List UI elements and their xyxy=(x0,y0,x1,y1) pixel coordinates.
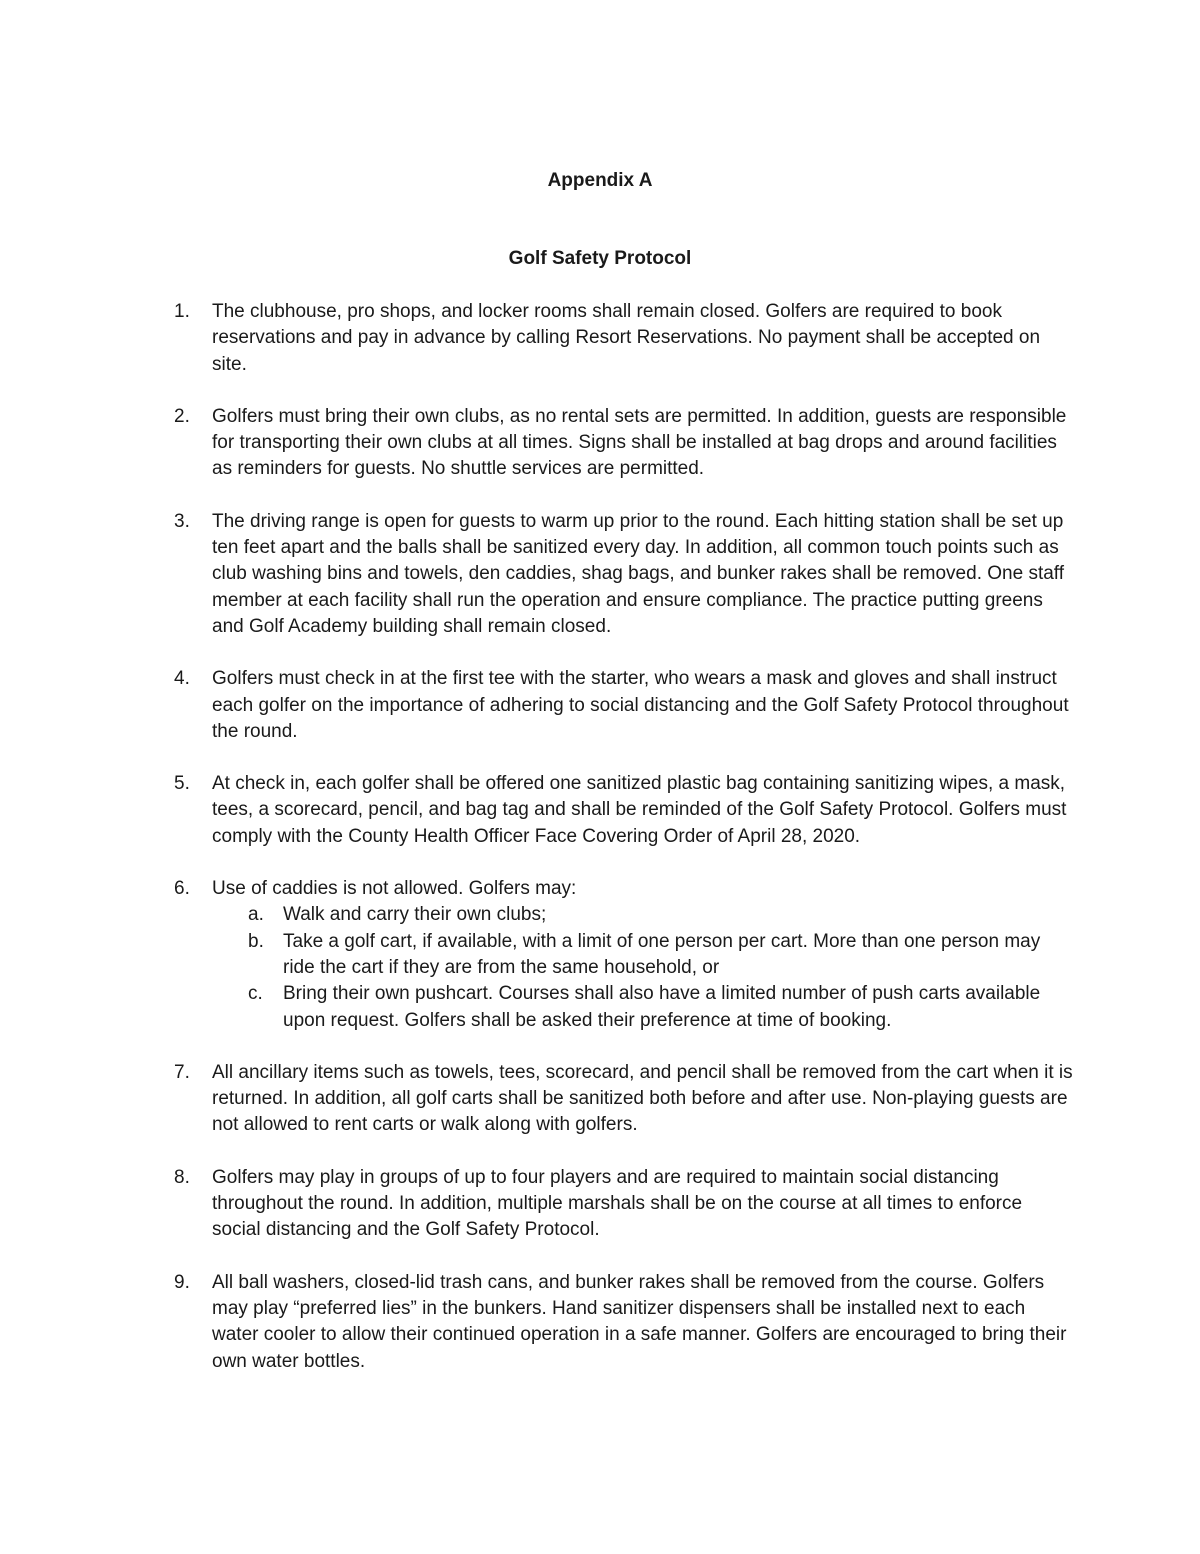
sub-item-a xyxy=(212,902,1074,928)
protocol-list xyxy=(174,299,1074,1401)
item-number: 3. xyxy=(174,510,190,532)
sub-list xyxy=(212,902,1074,1033)
sub-item-b xyxy=(212,929,1074,982)
item-text: Use of caddies is not allowed. Golfers may: xyxy=(212,878,577,900)
protocol-item-3 xyxy=(174,509,1074,640)
protocol-item-5 xyxy=(174,771,1074,850)
item-number: 2. xyxy=(174,405,190,427)
item-number: 8. xyxy=(174,1166,190,1188)
protocol-item-8 xyxy=(174,1165,1074,1244)
protocol-item-6 xyxy=(174,876,1074,1034)
item-text: At check in, each golfer shall be offered one sanitized plastic bag containing sanitizing wipes, a mask, tees, a scorecard, pencil, and bag tag and shall be reminded of the Golf Safety Protocol. Golfers must comply with the County Health Officer Face Covering Order of April 28, 2020. xyxy=(212,773,1067,847)
item-text: The clubhouse, pro shops, and locker rooms shall remain closed. Golfers are required to book reservations and pay in advance by calling Resort Reservations. No payment shall be accepted on site. xyxy=(212,301,1041,375)
protocol-item-7 xyxy=(174,1060,1074,1139)
item-text: Golfers may play in groups of up to four players and are required to maintain social distancing throughout the round. In addition, multiple marshals shall be on the course at all times to enforce social distancing and the Golf Safety Protocol. xyxy=(212,1166,1023,1241)
protocol-item-1 xyxy=(174,299,1074,378)
sub-item-letter: c. xyxy=(248,983,263,1005)
sub-item-text: Walk and carry their own clubs; xyxy=(283,904,547,926)
sub-item-letter: b. xyxy=(248,930,264,952)
item-text: Golfers must bring their own clubs, as no rental sets are permitted. In addition, guests are responsible for transporting their own clubs at all times. Signs shall be installed at bag drops and around facilities as reminders for guests. No shuttle services are permitted. xyxy=(212,405,1067,480)
protocol-item-9 xyxy=(174,1270,1074,1375)
item-number: 9. xyxy=(174,1271,190,1293)
item-text: Golfers must check in at the first tee with the starter, who wears a mask and gloves and shall instruct each golfer on the importance of adhering to social distancing and the Golf Safety Protocol throughout the round. xyxy=(212,668,1069,742)
protocol-title: Golf Safety Protocol xyxy=(508,248,692,269)
item-text: All ball washers, closed-lid trash cans, and bunker rakes shall be removed from the course. Golfers may play “preferred lies” in the bunkers. Hand sanitizer dispensers shall be installed next to each water cooler to allow their continued operation in a safe manner. Golfers are encouraged to bring their own water bottles. xyxy=(212,1271,1067,1372)
protocol-item-4 xyxy=(174,666,1074,745)
item-text: All ancillary items such as towels, tees, scorecard, and pencil shall be removed from the cart when it is returned. In addition, all golf carts shall be sanitized both before and after use. Non-playing guests are not allowed to rent carts or walk along with golfers. xyxy=(212,1061,1073,1136)
appendix-title: Appendix A xyxy=(547,170,653,191)
item-text: The driving range is open for guests to warm up prior to the round. Each hitting station shall be set up ten feet apart and the balls shall be sanitized every day. In addition, all common touch points such as club washing bins and towels, den caddies, shag bags, and bunker rakes shall be removed. One staff member at each facility shall run the operation and ensure compliance. The practice putting greens and Golf Academy building shall remain closed. xyxy=(212,510,1065,637)
item-number: 7. xyxy=(174,1061,190,1083)
item-number: 6. xyxy=(174,878,190,900)
sub-item-text: Take a golf cart, if available, with a limit of one person per cart. More than one person may ride the cart if they are from the same household, or xyxy=(283,930,1041,978)
sub-item-text: Bring their own pushcart. Courses shall also have a limited number of push carts available upon request. Golfers shall be asked their preference at time of booking. xyxy=(283,983,1041,1031)
item-number: 5. xyxy=(174,773,190,795)
sub-item-c xyxy=(212,981,1074,1034)
item-number: 4. xyxy=(174,668,190,690)
item-number: 1. xyxy=(174,301,190,322)
sub-item-letter: a. xyxy=(248,904,264,926)
protocol-item-2 xyxy=(174,404,1074,483)
